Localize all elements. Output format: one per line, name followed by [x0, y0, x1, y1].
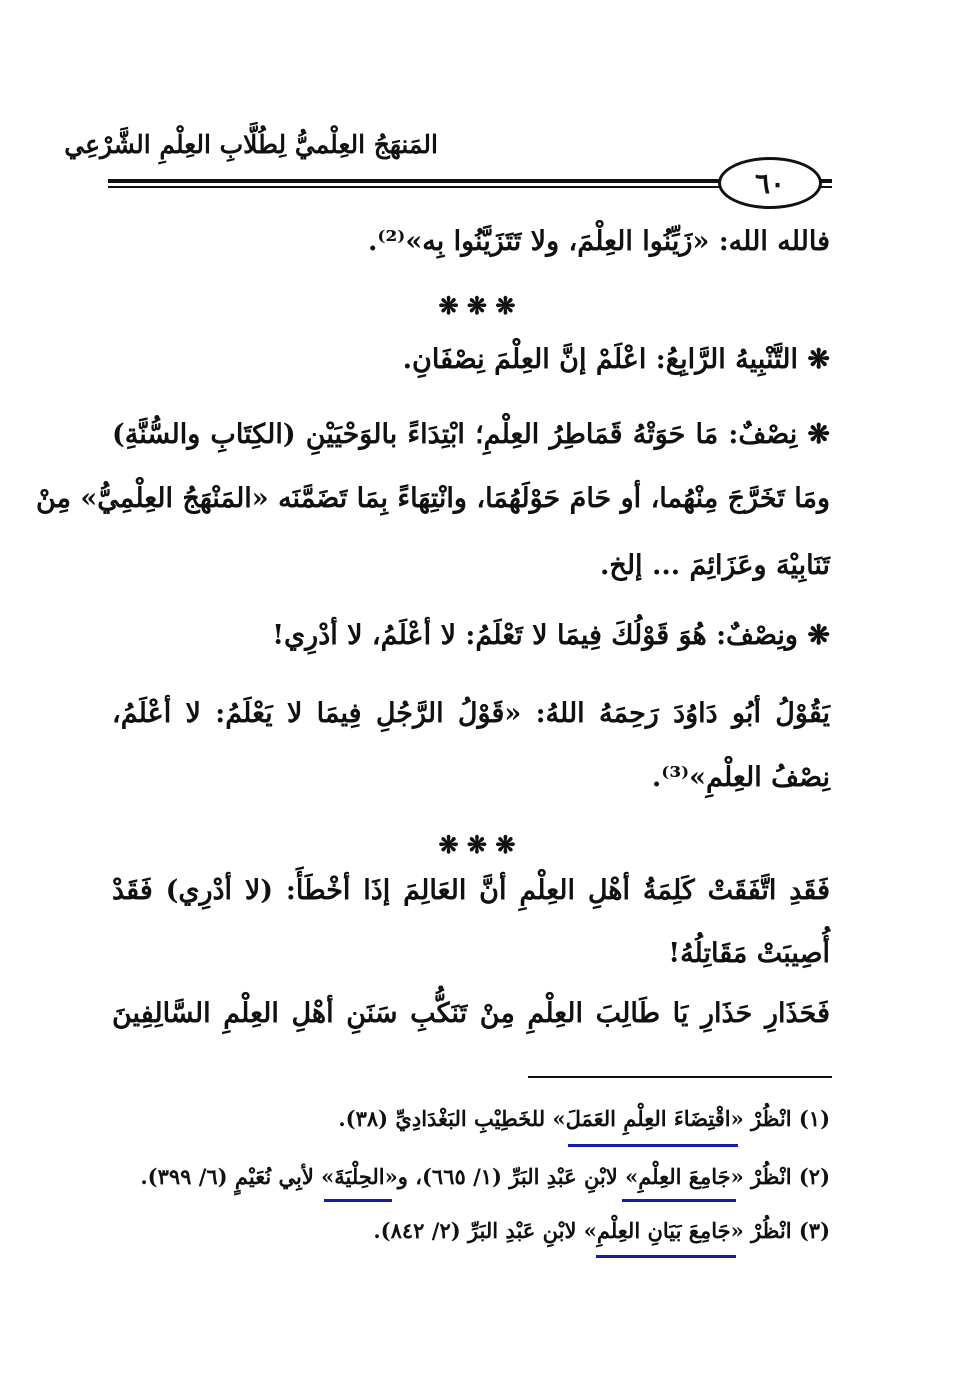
book-title-underline: [596, 1255, 736, 1258]
book-title-underline: [622, 1199, 736, 1202]
section-separator: ❋ ❋ ❋: [438, 830, 516, 859]
section-separator: ❋ ❋ ❋: [438, 291, 516, 320]
paragraph-line: ومَا تَخَرَّجَ مِنْهُما، أو حَامَ حَوْلَهُمَا، وانْتِهَاءً بِمَا تَضَمَّنَه «المَنْهَجُ العِلْمِيُّ» مِنْ: [35, 483, 830, 514]
footnote-2: (٢) انْظُرْ «جَامِعَ العِلْمِ» لابْنِ عَبْدِ البَرِّ (١/ ٦٦٥)، و«الحِلْيَةَ» لأبِي نُعَيْمٍ (٦/ ٣٩٩).: [140, 1164, 830, 1189]
paragraph-line: أُصِيبَتْ مَقَاتِلُهُ!: [668, 938, 830, 969]
paragraph-line: تَنَابِيْهَ وعَزَائِمَ ... إلخ.: [599, 550, 830, 581]
paragraph-line: فالله الله: «زَيِّنُوا العِلْمَ، ولا تَتَزَيَّنُوا بِه»⁽²⁾.: [368, 226, 830, 257]
book-title-underline: [324, 1199, 392, 1202]
footnote-separator: [528, 1076, 832, 1078]
footnote-3: (٣) انْظُرْ «جَامِعَ بَيَانِ العِلْمِ» لابْنِ عَبْدِ البَرِّ (٢/ ٨٤٢).: [373, 1218, 830, 1243]
book-title-underline: [568, 1144, 738, 1147]
paragraph-line: ❋ نِصْفٌ: مَا حَوَتْهُ قَمَاطِرُ العِلْمِ؛ ابْتِدَاءً بالوَحْيَيْنِ (الكِتَابِ والسُّنَّةِ): [112, 419, 830, 450]
paragraph-line: ❋ ونِصْفٌ: هُوَ قَوْلُكَ فِيمَا لا تَعْلَمُ: لا أعْلَمُ، لا أدْرِي!: [272, 620, 830, 651]
paragraph-line: فَقَدِ اتَّفَقَتْ كَلِمَةُ أهْلِ العِلْمِ أنَّ العَالِمَ إذَا أخْطَأَ: (لا أدْرِي) فَقَدْ: [112, 875, 830, 906]
paragraph-line: يَقُوْلُ أبُو دَاوُدَ رَحِمَهُ اللهُ: «قَوْلُ الرَّجُلِ فِيمَا لا يَعْلَمُ: لا أعْلَمُ،: [112, 698, 830, 729]
paragraph-line: نِصْفُ العِلْمِ»⁽³⁾.: [651, 762, 830, 793]
footnote-1: (١) انْظُرْ «اقْتِضَاءَ العِلْمِ العَمَلَ» للخَطِيْبِ البَغْدَادِيِّ (٣٨).: [338, 1106, 830, 1131]
page-number: ٦٠: [718, 157, 822, 209]
running-title: المَنهَجُ العِلْميُّ لِطُلَّابِ العِلْمِ الشَّرْعِي: [64, 130, 438, 159]
paragraph-line: فَحَذَارِ حَذَارِ يَا طَالِبَ العِلْمِ مِنْ تَنَكُّبِ سَنَنِ أهْلِ العِلْمِ السَّالِفِينَ: [112, 998, 830, 1029]
section-heading: ❋ التَّنْبِيهُ الرَّابِعُ: اعْلَمْ إنَّ العِلْمَ نِصْفَانِ.: [402, 344, 830, 375]
